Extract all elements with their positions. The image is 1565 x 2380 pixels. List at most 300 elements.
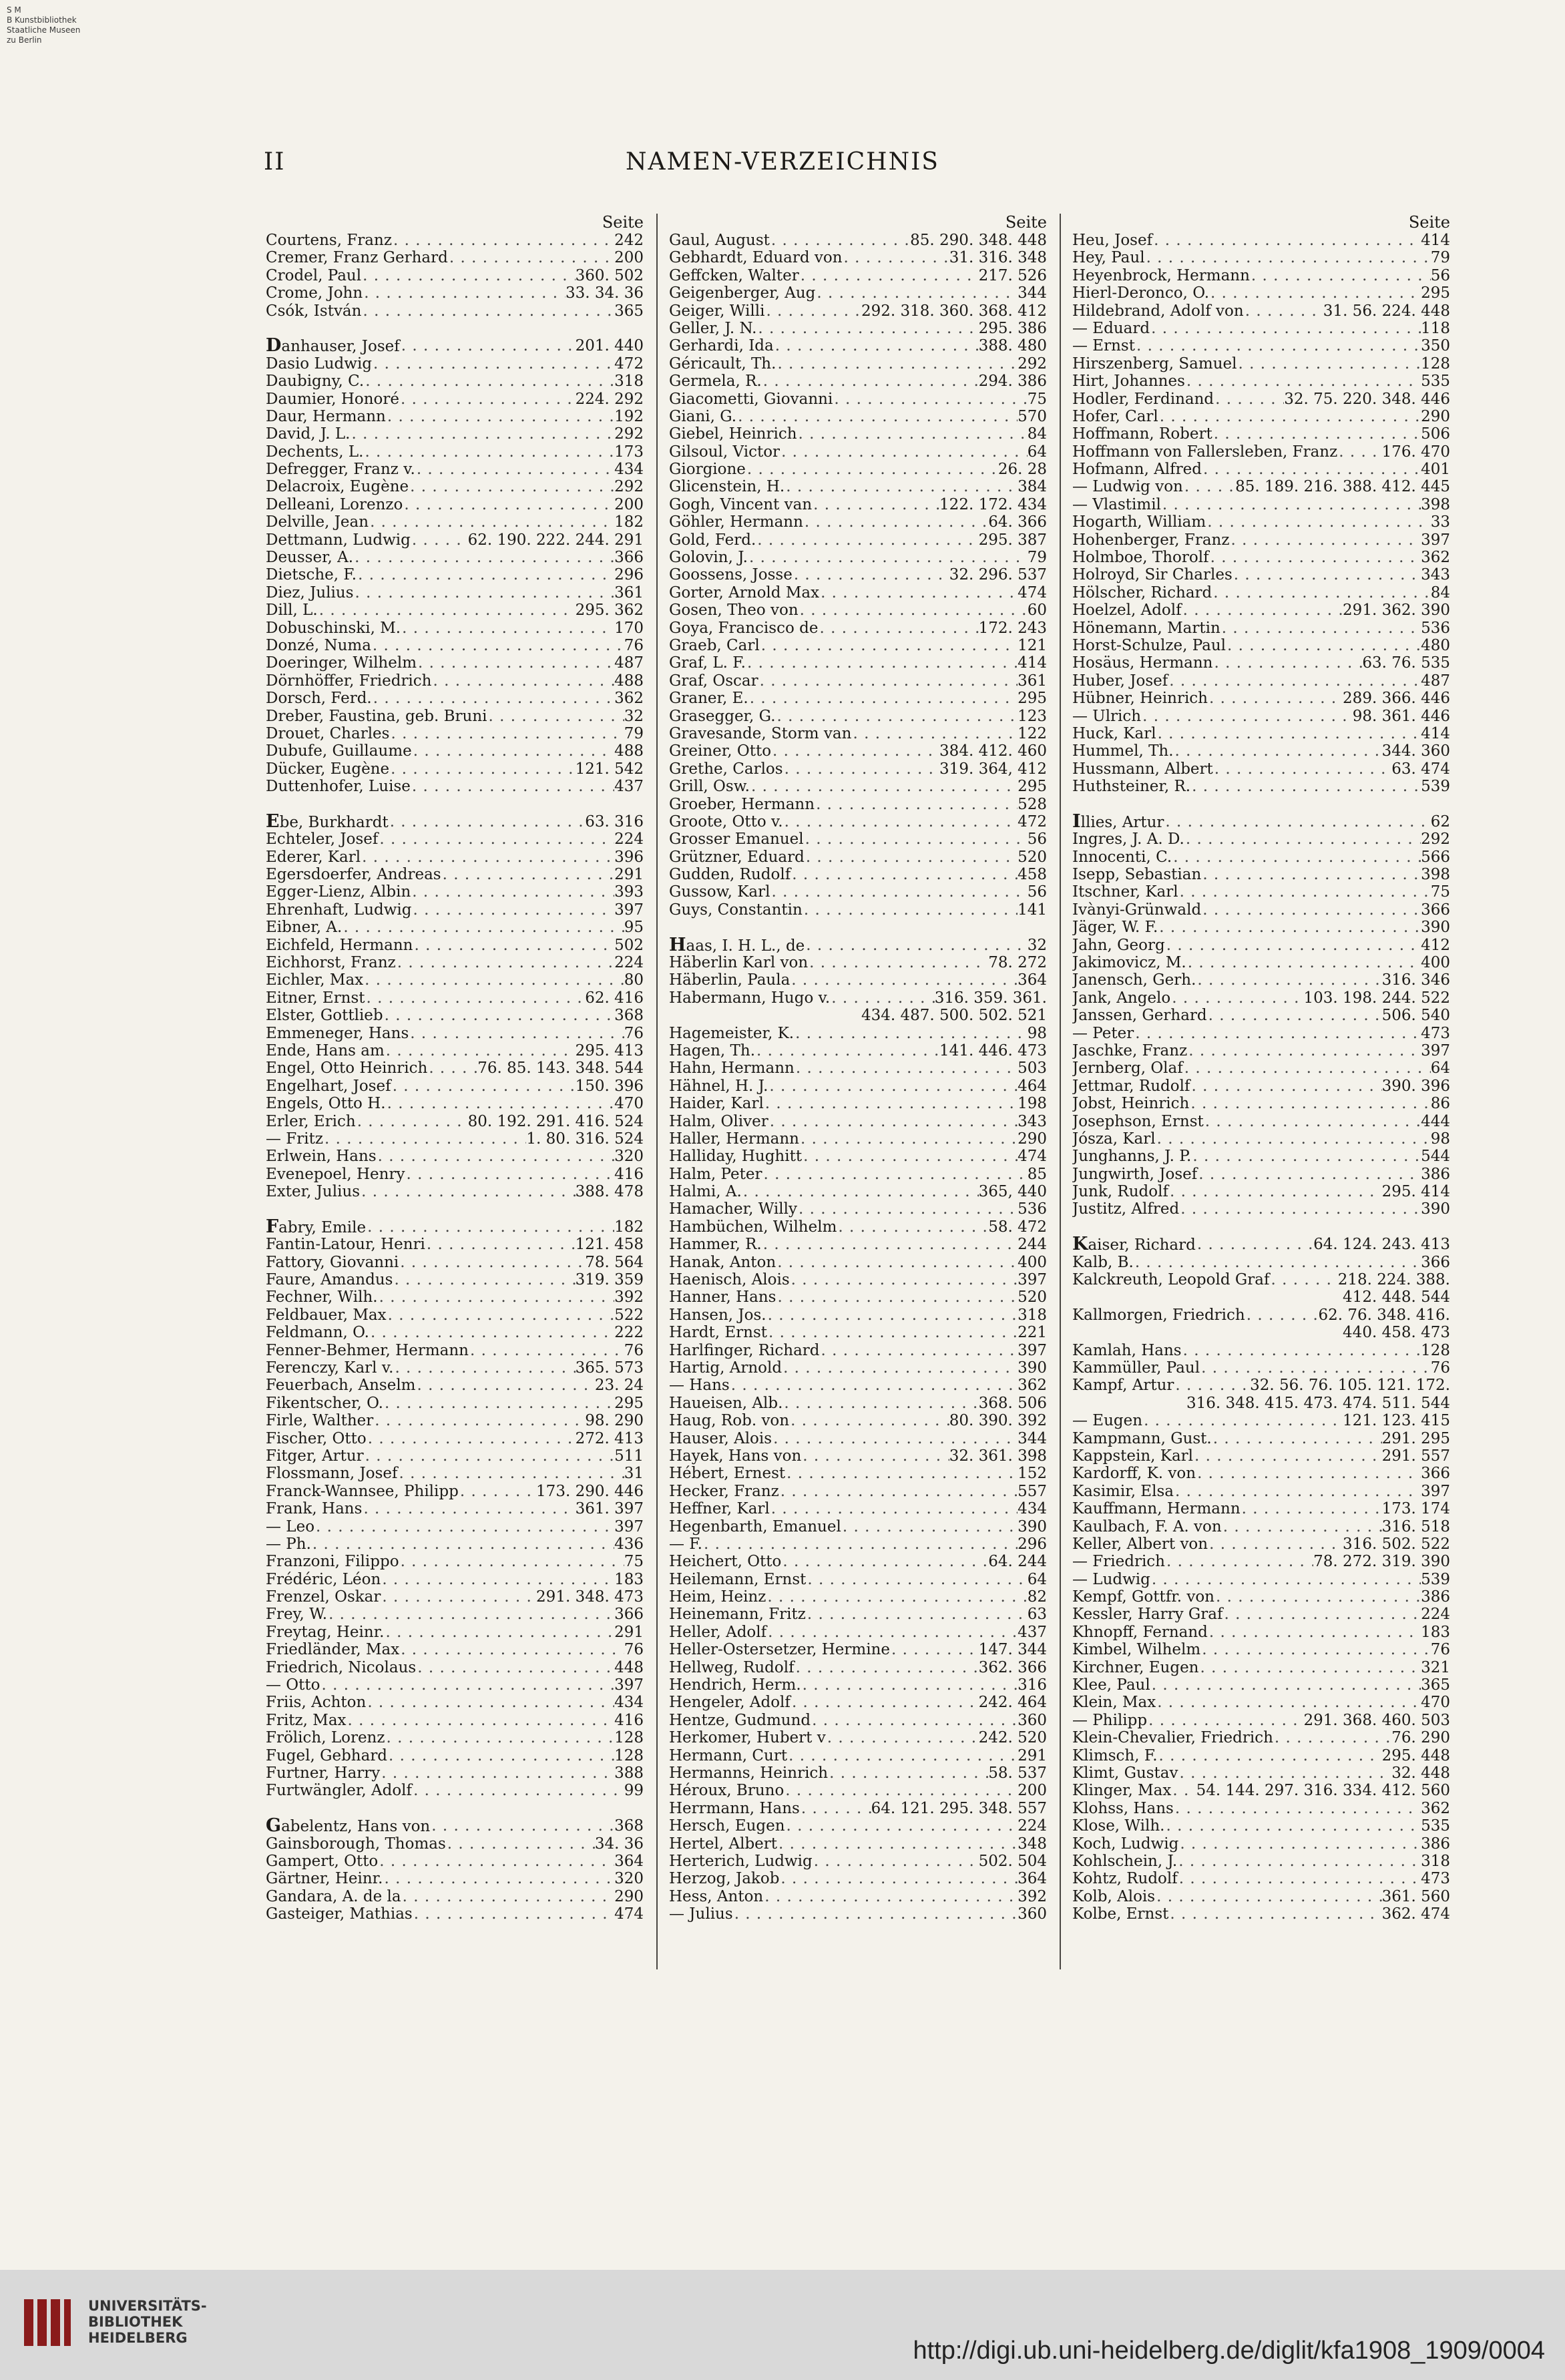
entry-name: Koch, Ludwig: [1072, 1835, 1179, 1853]
leader-dots: [890, 1641, 979, 1658]
leader-dots: [365, 989, 586, 1007]
index-entry: [1072, 937, 1450, 954]
entry-pages: 473: [1421, 1024, 1450, 1042]
index-entry: [669, 232, 1047, 249]
entry-name: Jaschke, Franz: [1072, 1041, 1188, 1059]
leader-dots: [441, 866, 615, 883]
index-entry: [669, 1782, 1047, 1799]
leader-dots: [811, 1712, 1018, 1729]
entry-pages: 472: [614, 354, 644, 373]
index-entry: [1072, 742, 1450, 760]
leader-dots: [1241, 1500, 1382, 1517]
entry-pages: 173: [614, 443, 644, 461]
entry-name: — Ulrich: [1072, 707, 1142, 725]
leader-dots: [362, 1500, 575, 1517]
entry-name: Frölich, Lorenz: [266, 1729, 385, 1747]
entry-pages: 99: [624, 1782, 644, 1800]
entry-name: Fritz, Max: [266, 1711, 347, 1729]
index-entry: [1072, 1059, 1450, 1077]
seite-label: Seite: [602, 213, 644, 232]
index-entry: [1072, 337, 1450, 354]
entry-name: — Friedrich: [1072, 1553, 1165, 1571]
index-entry: [669, 1148, 1047, 1165]
entry-pages: 364: [1018, 971, 1047, 989]
index-entry: [1072, 637, 1450, 654]
entry-pages: 397: [1018, 1271, 1047, 1289]
index-entry: [266, 1817, 644, 1835]
leader-dots: [766, 1624, 1018, 1641]
entry-name: Keller, Albert von: [1072, 1535, 1208, 1553]
leader-dots: [782, 1395, 978, 1412]
entry-name: Grethe, Carlos: [669, 760, 783, 778]
entry-pages: 384. 412. 460: [939, 742, 1047, 760]
entry-name: Heyenbrock, Hermann: [1072, 266, 1250, 284]
entry-pages: 76: [624, 636, 644, 654]
entry-pages: 316. 359. 361.: [934, 989, 1047, 1007]
entry-pages: 183: [1421, 1623, 1450, 1641]
entry-pages: 366: [1421, 901, 1450, 919]
entry-pages: 392: [614, 1288, 644, 1306]
entry-continuation: 434. 487. 500. 502. 521: [861, 1007, 1047, 1025]
leader-dots: [401, 1888, 614, 1905]
entry-pages: 62. 190. 222. 244. 291: [467, 531, 644, 549]
entry-name: Ingres, J. A. D.: [1072, 830, 1184, 849]
index-entry: [669, 1465, 1047, 1482]
leader-dots: [366, 1694, 614, 1711]
leader-dots: [369, 1324, 614, 1341]
entry-name: Haenisch, Alois: [669, 1271, 790, 1289]
entry-name: Kohlschein, J.: [1072, 1852, 1178, 1870]
section-initial: G: [266, 1817, 282, 1835]
entry-name: Haider, Karl: [669, 1095, 764, 1113]
entry-pages: 320: [614, 1870, 644, 1888]
leader-dots: [771, 742, 939, 760]
entry-name: Hey, Paul: [1072, 249, 1145, 267]
entry-name: Hartig, Arnold: [669, 1359, 782, 1377]
leader-dots: [1179, 1200, 1421, 1218]
leader-dots: [767, 1324, 1018, 1341]
leader-dots: [381, 1588, 536, 1606]
entry-pages: 76: [624, 1341, 644, 1359]
entry-name: Huthsteiner, R.: [1072, 778, 1191, 796]
leader-dots: [791, 1694, 979, 1711]
entry-name: Gorter, Arnold Max: [669, 583, 820, 602]
leader-dots: [413, 937, 614, 954]
leader-dots: [364, 1447, 614, 1465]
entry-name-rest: aiser, Richard: [1088, 1236, 1196, 1254]
leader-dots: [1212, 1430, 1382, 1447]
leader-dots: [1226, 637, 1421, 654]
entry-pages: 539: [1421, 778, 1450, 796]
leader-dots: [799, 1130, 1018, 1148]
index-entry: [1072, 919, 1450, 936]
index-entry: [1072, 391, 1450, 408]
entry-pages: 76: [624, 1024, 644, 1042]
leader-dots: [427, 1059, 477, 1077]
index-entry: [266, 1641, 644, 1658]
entry-name: Gilsoul, Victor: [669, 443, 780, 461]
entry-name: Hentze, Gudmund: [669, 1711, 811, 1729]
entry-pages: 470: [1421, 1694, 1450, 1712]
leader-dots: [364, 373, 614, 390]
entry-pages: 64: [1027, 443, 1047, 461]
index-entry: [266, 1324, 644, 1341]
index-entry: [266, 1676, 644, 1694]
index-entry: [1072, 1624, 1450, 1641]
index-entry: [266, 249, 644, 266]
leader-dots: [815, 796, 1018, 813]
index-entry: [669, 391, 1047, 408]
entry-name: Horst-Schulze, Paul: [1072, 636, 1226, 654]
index-entry: [266, 654, 644, 672]
entry-pages: 31. 56. 224. 448: [1323, 302, 1450, 320]
entry-name: — Eugen: [1072, 1412, 1143, 1430]
index-entry: [669, 1042, 1047, 1059]
leader-dots: [1168, 1183, 1382, 1200]
index-entry: [266, 1395, 644, 1412]
entry-name: Heller-Ostersetzer, Hermine: [669, 1641, 890, 1659]
leader-dots: [813, 1853, 979, 1870]
entry-pages: 56: [1430, 266, 1450, 284]
leader-dots: [378, 830, 614, 848]
entry-name: Elster, Gottlieb: [266, 1007, 383, 1025]
entry-pages: 295: [1018, 690, 1047, 708]
entry-name: [266, 813, 389, 830]
entry-pages: 506. 540: [1381, 1007, 1450, 1025]
leader-dots: [409, 478, 614, 495]
entry-pages: 296: [614, 566, 644, 584]
entry-pages: 503: [1018, 1059, 1047, 1078]
entry-name: Gärtner, Heinr.: [266, 1870, 383, 1888]
leader-dots: [1171, 1782, 1196, 1799]
index-entry: [1072, 284, 1450, 302]
leader-dots: [748, 549, 1028, 566]
entry-pages: 170: [614, 619, 644, 637]
entry-pages: 536: [1421, 619, 1450, 637]
leader-dots: [1204, 1113, 1421, 1130]
leader-dots: [1197, 1166, 1421, 1183]
entry-name: Frédéric, Léon: [266, 1570, 381, 1588]
entry-pages: 292: [1018, 354, 1047, 373]
index-entry: [266, 708, 644, 725]
entry-pages: 85. 189. 216. 388. 412. 445: [1235, 478, 1450, 496]
entry-name: Furtwängler, Adolf: [266, 1782, 413, 1800]
entry-pages: 121: [1018, 636, 1047, 654]
leader-dots: [347, 1712, 615, 1729]
leader-dots: [1150, 320, 1421, 337]
index-entry: [669, 1166, 1047, 1183]
index-entry: [266, 1042, 644, 1059]
entry-pages: 76: [1430, 1641, 1450, 1659]
leader-dots: [314, 1518, 614, 1535]
entry-pages: 414: [1018, 654, 1047, 672]
entry-name: Habermann, Hugo v.: [669, 989, 831, 1007]
entry-pages: 58. 472: [988, 1218, 1047, 1236]
index-entry: [1072, 1641, 1450, 1658]
entry-pages: 62: [1430, 812, 1450, 830]
index-column-3: [1072, 214, 1450, 1923]
entry-pages: 318: [1421, 1852, 1450, 1870]
index-entry: [266, 1359, 644, 1377]
index-entry: [1072, 1853, 1450, 1870]
index-entry: [1072, 1905, 1450, 1923]
index-entry: [669, 496, 1047, 513]
entry-pages: 64. 244: [988, 1553, 1047, 1571]
index-entry: [266, 408, 644, 425]
entry-name: Doeringer, Wilhelm: [266, 654, 417, 672]
entry-name: Crodel, Paul: [266, 266, 362, 284]
entry-name: Hirt, Johannes: [1072, 373, 1185, 391]
index-entry: [669, 1553, 1047, 1570]
index-entry: [669, 1377, 1047, 1394]
leader-dots: [1189, 1095, 1430, 1112]
entry-pages: 31: [624, 1465, 644, 1483]
entry-pages: 388. 480: [978, 337, 1047, 355]
index-entry: [1072, 1447, 1450, 1465]
entry-pages: 128: [1421, 1341, 1450, 1359]
leader-dots: [363, 443, 614, 461]
entry-name: Hofmann, Alfred: [1072, 461, 1202, 479]
entry-pages: 294. 386: [978, 373, 1047, 391]
entry-name: Grosser Emanuel: [669, 830, 804, 849]
leader-dots: [1230, 531, 1421, 549]
leader-dots: [387, 1306, 615, 1324]
library-stamp: S M B Kunstbibliothek Staatliche Museen zu Berlin: [7, 5, 81, 45]
entry-name: Feldmann, O.: [266, 1324, 369, 1342]
leader-dots: [755, 1042, 939, 1059]
leader-dots: [405, 1166, 614, 1183]
entry-name: Geffcken, Walter: [669, 266, 799, 284]
entry-pages: 316. 518: [1381, 1517, 1450, 1535]
leader-dots: [758, 672, 1018, 690]
entry-name: Diez, Julius: [266, 583, 354, 602]
seite-label: Seite: [1005, 213, 1047, 232]
entry-name: Jäger, W. F.: [1072, 919, 1158, 937]
leader-dots: [411, 778, 614, 795]
index-entry: [1072, 566, 1450, 583]
entry-name: Fantin-Latour, Henri: [266, 1236, 425, 1254]
entry-pages: 98. 361. 446: [1352, 707, 1450, 725]
leader-dots: [833, 391, 1027, 408]
leader-dots: [828, 1764, 988, 1782]
index-entry: [266, 496, 644, 513]
entry-name: Haug, Rob. von: [669, 1412, 790, 1430]
index-entry: [266, 830, 644, 848]
entry-continuation: 412. 448. 544: [1343, 1288, 1450, 1306]
entry-name: Heu, Josef: [1072, 232, 1153, 249]
entry-pages: 502: [614, 936, 644, 954]
entry-pages: 448: [614, 1658, 644, 1676]
entry-name: Crome, John: [266, 284, 363, 302]
entry-name: Ederer, Karl: [266, 848, 361, 866]
entry-name: Groote, Otto v.: [669, 812, 783, 830]
entry-pages: 221: [1018, 1324, 1047, 1342]
leader-dots: [768, 1113, 1018, 1130]
entry-pages: 291: [614, 1623, 644, 1641]
entry-pages: 319. 364, 412: [939, 760, 1047, 778]
entry-name: Kaulbach, F. A. von: [1072, 1517, 1222, 1535]
entry-pages: 361. 560: [1381, 1887, 1450, 1905]
leader-dots: [781, 1553, 988, 1570]
entry-name: Klinger, Max: [1072, 1782, 1172, 1800]
index-entry: [266, 1412, 644, 1429]
index-entry: [1072, 1025, 1450, 1042]
index-entry: [1072, 1782, 1450, 1799]
index-entry: [266, 901, 644, 919]
entry-name: Jettmar, Rudolf: [1072, 1077, 1190, 1095]
entry-name: Eichfeld, Hermann: [266, 936, 413, 954]
leader-dots: [756, 531, 978, 549]
entry-name: Graf, Oscar: [669, 672, 758, 690]
index-entry: [266, 637, 644, 654]
entry-name-rest: aas, I. H. L., de: [686, 937, 805, 955]
index-entry: [1072, 1747, 1450, 1764]
entry-pages: 291. 557: [1381, 1447, 1450, 1465]
entry-pages: 291. 368. 460. 503: [1303, 1711, 1450, 1729]
entry-name: Herrmann, Hans: [669, 1799, 800, 1817]
entry-pages: 295: [1018, 778, 1047, 796]
entry-pages: 118: [1421, 319, 1450, 337]
index-entry: [1072, 1113, 1450, 1130]
index-entry: [1072, 690, 1450, 707]
entry-pages: 76: [624, 1641, 644, 1659]
entry-pages: 217. 526: [978, 266, 1047, 284]
index-entry: [266, 1483, 644, 1500]
entry-pages: 76. 290: [1391, 1729, 1450, 1747]
index-entry: [669, 760, 1047, 778]
entry-name: Halliday, Hughitt: [669, 1148, 803, 1166]
entry-name: [1072, 1236, 1196, 1253]
section-gap: [1072, 796, 1450, 813]
entry-name-rest: anhauser, Josef: [281, 338, 400, 355]
entry-name: Junghanns, J. P.: [1072, 1148, 1192, 1166]
source-url-link[interactable]: http://digi.ub.uni-heidelberg.de/diglit/kfa1908_1909/0004: [913, 2337, 1545, 2365]
entry-pages: 32. 296. 537: [949, 566, 1047, 584]
index-entry: [266, 760, 644, 778]
entry-pages: 1. 80. 316. 524: [526, 1130, 644, 1148]
entry-name: Fechner, Wilh.: [266, 1288, 378, 1306]
leader-dots: [1209, 549, 1421, 566]
entry-name: Kallmorgen, Friedrich: [1072, 1306, 1245, 1324]
entry-pages: 464: [1018, 1077, 1047, 1095]
leader-dots: [342, 919, 624, 936]
leader-dots: [448, 249, 614, 266]
index-entry: [1072, 1606, 1450, 1623]
leader-dots: [416, 1659, 614, 1676]
entry-pages: 487: [614, 654, 644, 672]
index-entry: [1072, 654, 1450, 672]
leader-dots: [1134, 1254, 1421, 1271]
leader-dots: [1250, 267, 1431, 284]
entry-pages: 437: [1018, 1623, 1047, 1641]
entry-pages: 362. 474: [1381, 1905, 1450, 1923]
index-entry: [266, 866, 644, 883]
entry-name: — Fritz: [266, 1130, 323, 1148]
entry-pages: 295. 448: [1381, 1746, 1450, 1764]
index-entry: [669, 1113, 1047, 1130]
entry-name: Frey, W.: [266, 1606, 328, 1624]
leader-dots: [779, 1870, 1018, 1887]
entry-pages: 152: [1018, 1465, 1047, 1483]
leader-dots: [762, 1166, 1027, 1183]
leader-dots: [415, 461, 614, 478]
leader-dots: [425, 1236, 576, 1253]
entry-name: Donzé, Numa: [266, 636, 371, 654]
entry-pages: 78. 272: [988, 954, 1047, 972]
entry-name: Hogarth, William: [1072, 513, 1206, 531]
leader-dots: [1200, 1359, 1431, 1377]
entry-pages: 224. 292: [575, 390, 644, 408]
entry-name: Egger-Lienz, Albin: [266, 883, 411, 901]
entry-pages: 414: [1421, 724, 1450, 742]
index-entry: [266, 1447, 644, 1465]
leader-dots: [815, 284, 1018, 302]
leader-dots: [381, 1571, 614, 1588]
index-entry: [1072, 672, 1450, 690]
leader-dots: [432, 672, 615, 690]
entry-name: Delacroix, Eugène: [266, 478, 409, 496]
entry-pages: 316. 502. 522: [1343, 1535, 1450, 1553]
leader-dots: [369, 513, 614, 531]
index-entry: [669, 1483, 1047, 1500]
index-entry: [1072, 954, 1450, 971]
entry-pages: 557: [1018, 1482, 1047, 1500]
entry-name: Hölscher, Richard: [1072, 583, 1212, 602]
index-entry: [669, 1606, 1047, 1623]
entry-pages: 361. 397: [575, 1500, 644, 1518]
entry-pages: 84: [1430, 583, 1450, 602]
index-entry: [1072, 267, 1450, 284]
page-title: NAMEN-VERZEICHNIS: [626, 148, 939, 176]
leader-dots: [782, 1359, 1018, 1377]
index-entry: [669, 1200, 1047, 1218]
entry-name: Giacometti, Giovanni: [669, 390, 833, 408]
index-entry: [266, 1306, 644, 1324]
index-entry: [669, 249, 1047, 266]
entry-name: Courtens, Franz: [266, 232, 392, 249]
leader-dots: [386, 408, 614, 425]
entry-name: Greiner, Otto: [669, 742, 772, 760]
index-entry: [266, 373, 644, 390]
leader-dots: [742, 1183, 979, 1200]
entry-pages: 121. 542: [575, 760, 644, 778]
entry-pages: 78. 272. 319. 390: [1313, 1553, 1450, 1571]
entry-name: Dechents, L.: [266, 443, 364, 461]
leader-dots: [776, 708, 1018, 725]
index-entry: [1072, 1412, 1450, 1429]
leader-dots: [1207, 1007, 1382, 1024]
entry-name: Dettmann, Ludwig: [266, 531, 411, 549]
leader-dots: [1201, 866, 1421, 883]
entry-pages: 488: [614, 742, 644, 760]
entry-name: Friedländer, Max: [266, 1641, 400, 1659]
index-entry: [669, 425, 1047, 443]
entry-pages: 200: [614, 249, 644, 267]
leader-dots: [1178, 1764, 1392, 1782]
index-entry: [1072, 1870, 1450, 1887]
leader-dots: [411, 883, 614, 901]
entry-pages: 64. 366: [988, 513, 1047, 531]
index-entry: [266, 1183, 644, 1200]
entry-pages: 361: [614, 583, 644, 602]
leader-dots: [389, 760, 575, 778]
entry-name: Goya, Francisco de: [669, 619, 819, 637]
entry-name: Huck, Karl: [1072, 724, 1156, 742]
entry-pages: 390: [1018, 1359, 1047, 1377]
index-entry: [669, 1835, 1047, 1853]
index-entry: [266, 1377, 644, 1394]
leader-dots: [812, 496, 939, 513]
